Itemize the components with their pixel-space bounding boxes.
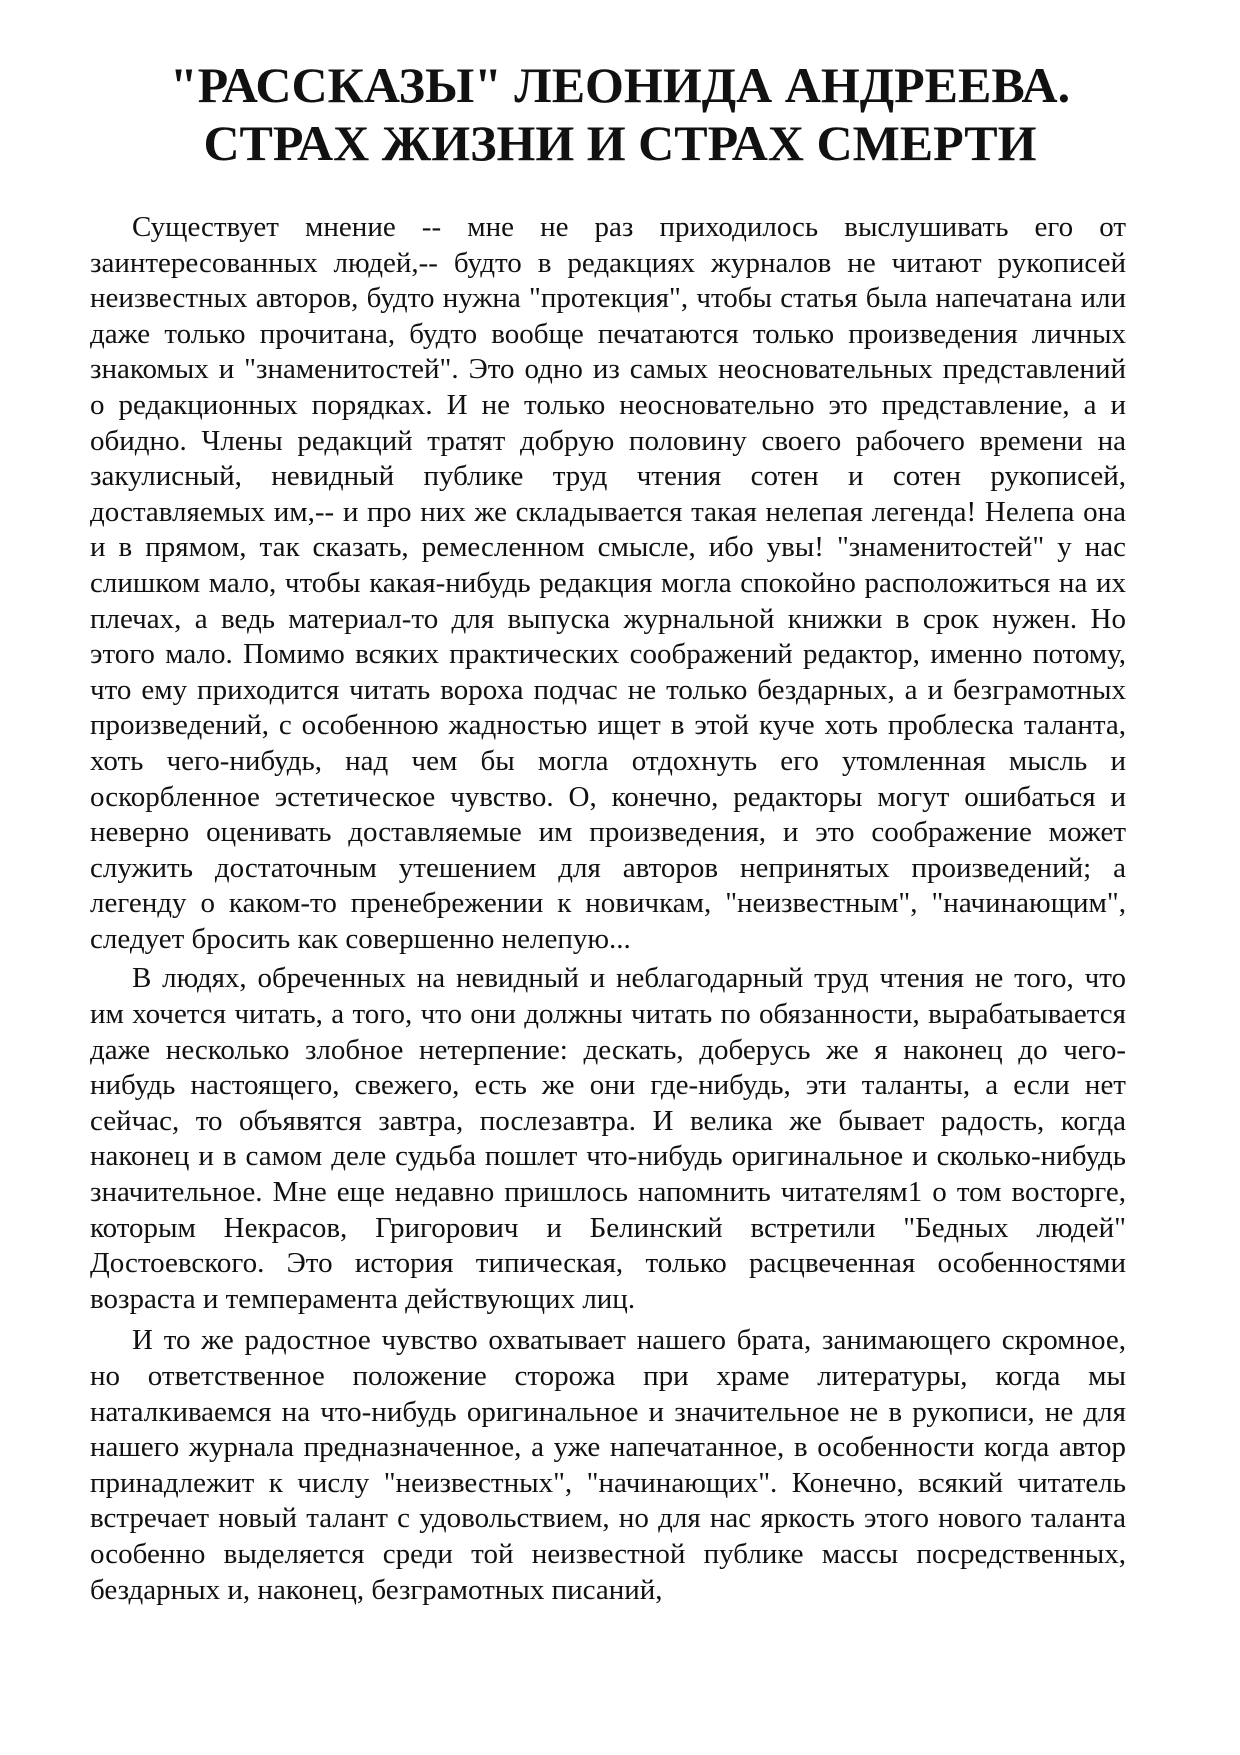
paragraph-3: И то же радостное чувство охватывает нашего брата, занимающего скромное, но ответственное положение сторожа при храме литературы, когда мы наталкиваемся на что-нибудь оригинальное и значительное не в рукописи, не для нашего журнала предназначенное, а уже напечатанное, в особенности когда автор принадлежит к числу "неизвестных", "начинающих". Конечно, всякий читатель встречает новый талант с удовольствием, но для нас яркость этого нового таланта особенно выделяется среди той неизвестной публике массы посредственных, бездарных и, наконец, безграмотных писаний,	[90, 1324, 1126, 1606]
article-body	[90, 210, 1126, 1608]
title-line-1: "РАССКАЗЫ" ЛЕОНИДА АНДРЕЕВА.	[169, 57, 1071, 113]
paragraph-2: В людях, обреченных на невидный и неблагодарный труд чтения не того, что им хочется читать, а того, что они должны читать по обязанности, вырабатывается даже несколько злобное нетерпение: дескать, доберусь же я наконец до чего-нибудь настоящего, свежего, есть же они где-нибудь, эти таланты, а если нет сейчас, то объявятся завтра, послезавтра. И велика же бывает радость, когда наконец и в самом деле судьба пошлет что-нибудь оригинальное и сколько-нибудь значительное. Мне еще недавно пришлось напомнить читателям1 о том восторге, которым Некрасов, Григорович и Белинский встретили "Бедных людей" Достоевского. Это история типическая, только расцвеченная особенностями возраста и темперамента действующих лиц.	[90, 962, 1126, 1315]
title-line-2: СТРАХ ЖИЗНИ И СТРАХ СМЕРТИ	[203, 115, 1037, 171]
page-title	[60, 56, 1180, 172]
paragraph-1: Существует мнение -- мне не раз приходилось выслушивать его от заинтересованных людей,-- будто в редакциях журналов не читают рукописей неизвестных авторов, будто нужна "протекция", чтобы статья была напечатана или даже только прочитана, будто вообще печатаются только произведения личных знакомых и "знаменитостей". Это одно из самых неосновательных представлений о редакционных порядках. И не только неосновательно это представление, а и обидно. Члены редакций тратят добрую половину своего рабочего времени на закулисный, невидный публике труд чтения сотен и сотен рукописей, доставляемых им,-- и про них же складывается такая нелепая легенда! Нелепа она и в прямом, так сказать, ремесленном смысле, ибо увы! "знаменитостей" у нас слишком мало, чтобы какая-нибудь редакция могла спокойно расположиться на их плечах, а ведь материал-то для выпуска журнальной книжки в срок нужен. Но этого мало. Помимо всяких практических соображений редактор, именно потому, что ему приходится читать вороха подчас не только бездарных, а и безграмотных произведений, с особенною жадностью ищет в этой куче хоть проблеска таланта, хоть чего-нибудь, над чем бы могла отдохнуть его утомленная мысль и оскорбленное эстетическое чувство. О, конечно, редакторы могут ошибаться и неверно оценивать доставляемые им произведения, и это соображение может служить достаточным утешением для авторов непринятых произведений; а легенду о каком-то пренебрежении к новичкам, "неизвестным", "начинающим", следует бросить как совершенно нелепую...	[90, 211, 1126, 955]
